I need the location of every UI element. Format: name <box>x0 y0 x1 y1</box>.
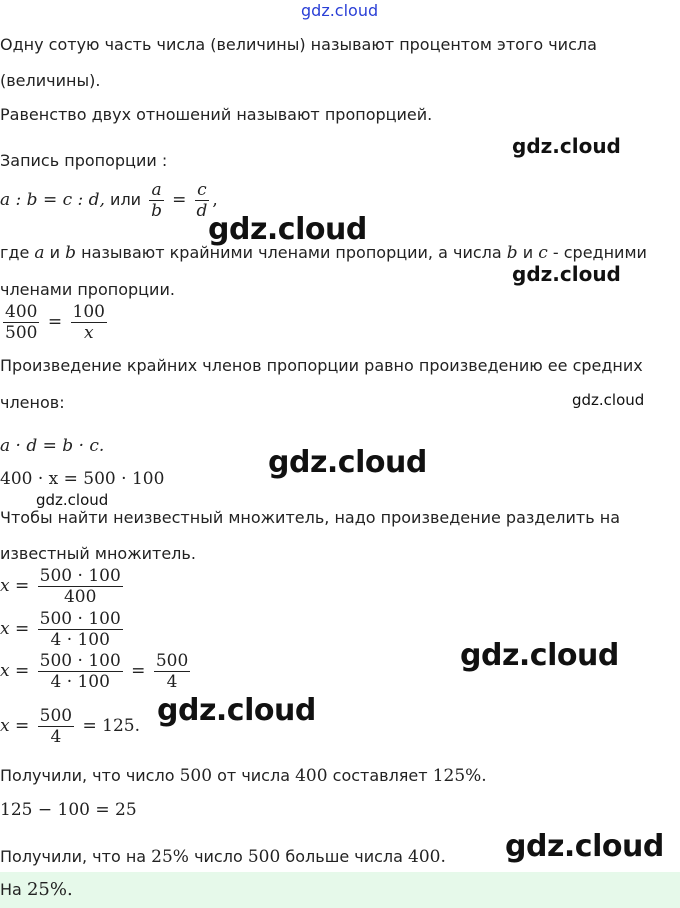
ratio-formula: a : b = c : d, или $\frac{a}{b}$ = $\frac{c}{d}$ , <box>0 180 218 221</box>
find-rule-line-2: известный множитель. <box>0 544 196 563</box>
proportion-definition: Равенство двух отношений называют пропорцией. <box>0 105 433 124</box>
result-line-2: Получили, что на 25% число 500 больше числа 400. <box>0 847 446 867</box>
watermark-top: gdz.cloud <box>301 1 379 20</box>
fraction-step-3a: $\frac{500 \cdot 100}{4 \cdot 100}$ <box>39 651 121 692</box>
watermark: gdz.cloud <box>268 445 427 480</box>
fraction-step-2: $\frac{500 \cdot 100}{4 \cdot 100}$ <box>39 609 121 650</box>
fraction-400-500: $\frac{400}{500}$ <box>5 302 38 343</box>
watermark: gdz.cloud <box>157 693 316 728</box>
extreme-members-line: где a и b называют крайними членами пропорции, а числа b и c - средними <box>0 243 647 263</box>
rule-line-2: членов: <box>0 393 65 412</box>
fraction-a-b: $\frac{a}{b}$ <box>151 180 163 221</box>
definition-line-1: Одну сотую часть числа (величины) называют процентом этого числа <box>0 35 597 54</box>
fraction-step-1: $\frac{500 \cdot 100}{400}$ <box>39 566 121 607</box>
or-word: или <box>110 190 142 209</box>
watermark: gdz.cloud <box>208 212 367 247</box>
rule-line-1: Произведение крайних членов пропорции равно произведению ее средних <box>0 356 643 375</box>
fraction-step-3b: $\frac{500}{4}$ <box>155 651 189 692</box>
watermark: gdz.cloud <box>460 638 619 673</box>
difference-equation: 125 − 100 = 25 <box>0 800 137 820</box>
watermark: gdz.cloud <box>512 134 621 158</box>
step-4: x = $\frac{500}{4}$ = 125. <box>0 706 141 747</box>
step-2: x = $\frac{500 \cdot 100}{4 \cdot 100}$ <box>0 609 121 650</box>
ratio-expression: a : b = c : d, <box>0 190 105 210</box>
fraction-100-x: $\frac{100}{x}$ <box>72 302 105 343</box>
step-1: x = $\frac{500 \cdot 100}{400}$ <box>0 566 121 607</box>
answer-text: На 25%. <box>0 879 73 900</box>
watermark: gdz.cloud <box>572 391 645 409</box>
result-line-1: Получили, что число 500 от числа 400 составляет 125%. <box>0 766 487 786</box>
watermark: gdz.cloud <box>36 491 109 509</box>
proportion-400-500: $\frac{400}{500}$ = $\frac{100}{x}$ <box>5 302 105 343</box>
watermark: gdz.cloud <box>505 829 664 864</box>
answer-box <box>0 872 680 908</box>
definition-line-2: (величины). <box>0 71 101 90</box>
fraction-step-4: $\frac{500}{4}$ <box>39 706 73 747</box>
fraction-c-d: $\frac{c}{d}$ <box>196 180 208 221</box>
find-rule-line-1: Чтобы найти неизвестный множитель, надо произведение разделить на <box>0 508 621 527</box>
watermark: gdz.cloud <box>512 262 621 286</box>
product-equation: a · d = b · c. <box>0 436 105 456</box>
proportion-record-label: Запись пропорции : <box>0 151 168 170</box>
middle-members-line: членами пропорции. <box>0 280 175 299</box>
equation-400x: 400 · x = 500 · 100 <box>0 469 165 489</box>
step-3: x = $\frac{500 \cdot 100}{4 \cdot 100}$ = $\frac{500}{4}$ <box>0 651 189 692</box>
